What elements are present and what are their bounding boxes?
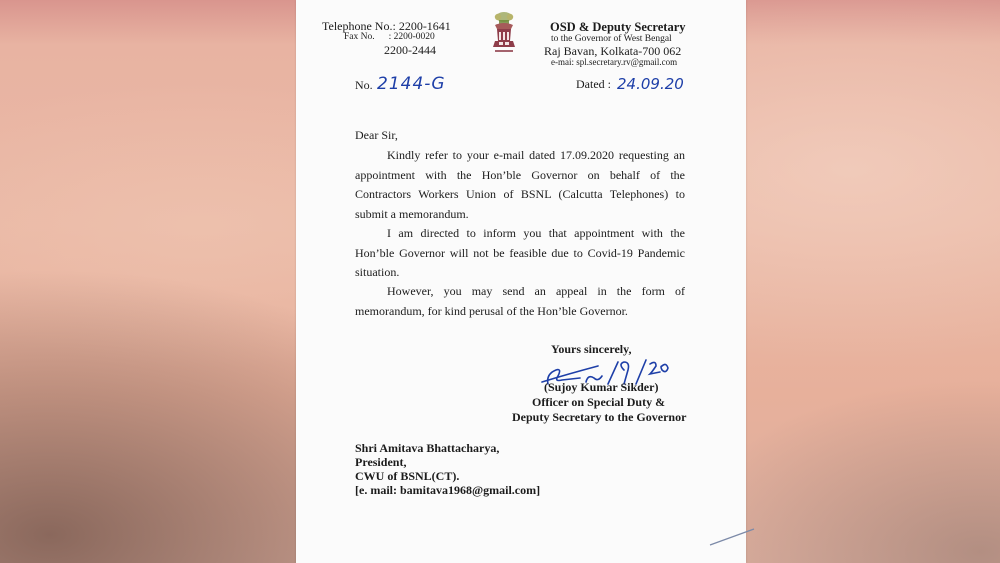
body-paragraph-3: However, you may send an appeal in the form of memorandum, for kind perusal of the Hon’ble Governor. — [355, 284, 685, 318]
office-title: OSD & Deputy Secretary — [550, 20, 686, 34]
blurred-background-right — [746, 0, 1000, 563]
date-label: Dated : — [576, 77, 611, 91]
pen-mark — [708, 527, 756, 547]
office-email: e-mai: spl.secretary.rv@gmail.com — [551, 57, 678, 67]
office-address: Raj Bavan, Kolkata-700 062 — [544, 44, 682, 58]
signatory-title-1: Officer on Special Duty & — [532, 395, 666, 409]
addressee-name: Shri Amitava Bhattacharya, — [355, 441, 500, 455]
body-paragraph-1: Kindly refer to your e-mail dated 17.09.2020 requesting an appointment with the Hon’ble Governor on behalf of the Contractors Workers Union of BSNL (Calcutta Telephones) to submit a memorandum. — [355, 148, 685, 221]
addressee-organization: CWU of BSNL(CT). — [355, 469, 460, 483]
telephone-value: 2200-1641 — [398, 19, 451, 33]
reference-number-value: 2144-G — [377, 74, 446, 94]
signatory-title-2: Deputy Secretary to the Governor — [512, 410, 687, 424]
date-value: 24.09.20 — [617, 75, 684, 93]
body-paragraph-2: I am directed to inform you that appointment with the Hon’ble Governor will not be feasible due to Covid-19 Pandemic situation. — [355, 226, 685, 279]
fax-label: Fax No. — [344, 32, 375, 42]
fax-value-2: 2200-2444 — [384, 43, 436, 57]
fax-value: : 2200-0020 — [388, 32, 435, 42]
addressee-designation: President, — [355, 455, 407, 469]
salutation: Dear Sir, — [355, 128, 398, 142]
signatory-name: (Sujoy Kumar Sikder) — [544, 380, 659, 394]
office-subtitle: to the Governor of West Bengal — [551, 34, 672, 44]
telephone-label: Telephone No.: — [322, 19, 396, 33]
national-emblem-icon — [489, 11, 519, 57]
addressee-email: [e. mail: bamitava1968@gmail.com] — [355, 483, 541, 497]
closing: Yours sincerely, — [551, 342, 632, 356]
reference-number-label: No. — [355, 78, 373, 92]
blurred-background-left — [0, 0, 296, 563]
letter-document — [296, 0, 746, 563]
fax-line — [344, 32, 435, 42]
